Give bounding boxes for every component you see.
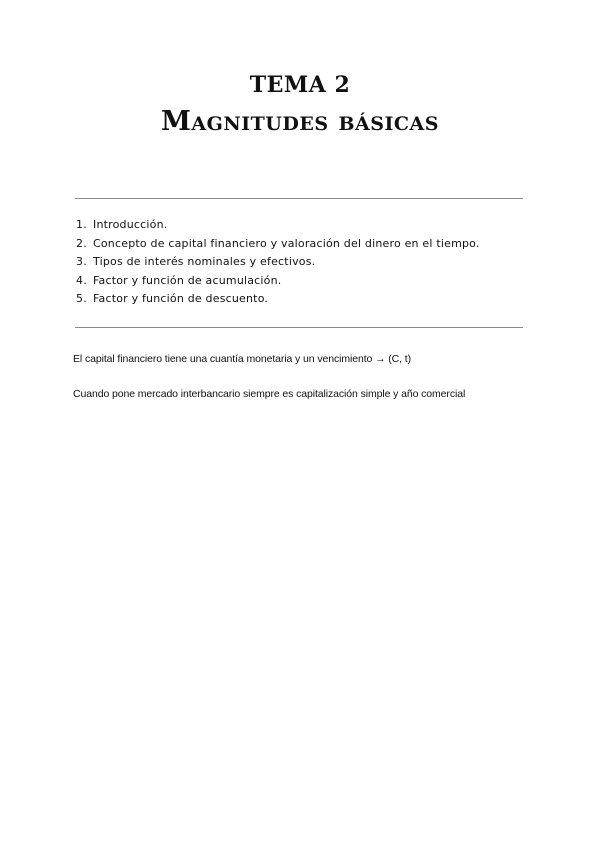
chapter-title: Magnitudes básicas	[161, 106, 439, 137]
toc-item-text: Introducción.	[93, 218, 168, 231]
bottom-divider	[75, 327, 523, 328]
toc-item-number: 1.	[76, 218, 87, 231]
toc-item-4	[76, 272, 480, 291]
toc-item-text: Factor y función de descuento.	[93, 292, 269, 306]
toc-item-1	[76, 216, 480, 235]
toc-item-number: 5.	[76, 292, 87, 306]
table-of-contents	[76, 216, 480, 309]
toc-item-text: Concepto de capital financiero y valoración del dinero en el tiempo.	[93, 236, 480, 250]
toc-item-text: Tipos de interés nominales y efectivos.	[93, 255, 316, 269]
toc-item-number: 3.	[76, 255, 87, 269]
toc-item-5	[76, 290, 480, 309]
toc-item-text: Factor y función de acumulación.	[93, 273, 282, 287]
toc-item-2	[76, 235, 480, 254]
top-divider	[75, 198, 523, 199]
toc-item-number: 4.	[76, 273, 87, 287]
note-mercado-interbancario: Cuando pone mercado interbancario siempre es capitalización simple y año comercial	[73, 388, 466, 400]
toc-item-number: 2.	[76, 236, 87, 250]
note-capital-financiero: El capital financiero tiene una cuantía monetaria y un vencimiento → (C, t)	[73, 353, 412, 365]
toc-item-3	[76, 253, 480, 272]
chapter-number: TEMA 2	[249, 72, 351, 98]
title-block	[0, 70, 600, 140]
